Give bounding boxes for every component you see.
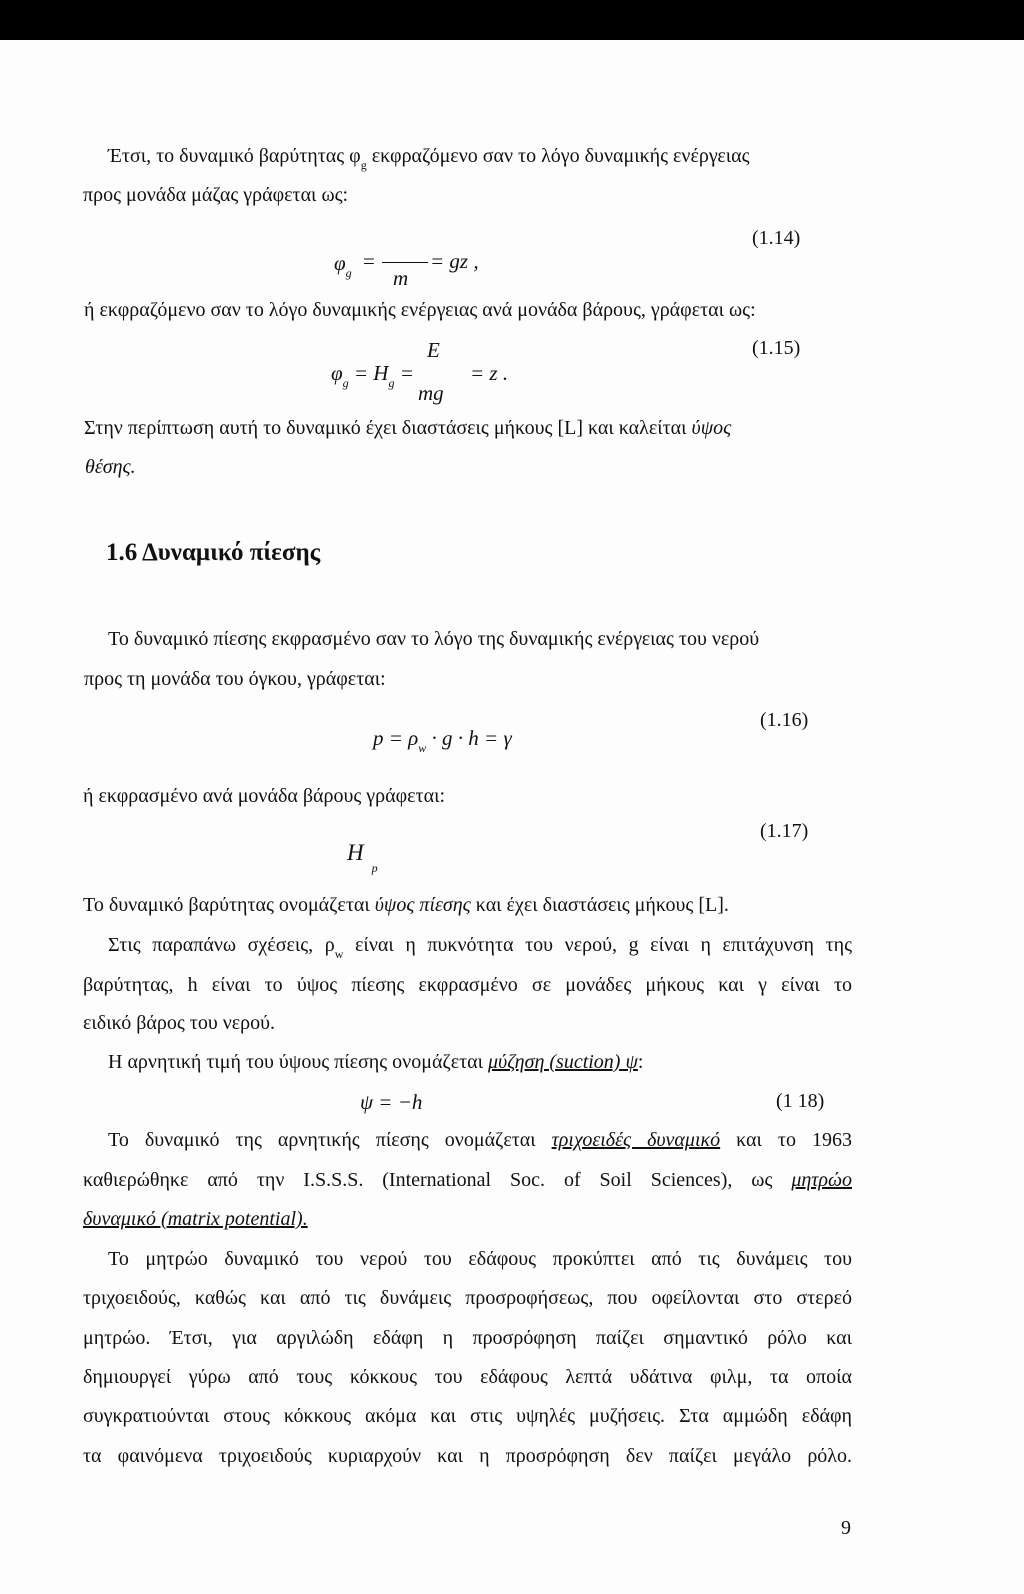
paragraph-line: δυναμικό (matrix potential). <box>83 1208 308 1230</box>
paragraph-line: Το δυναμικό βαρύτητας ονομάζεται ύψος πίεσης και έχει διαστάσεις μήκους [L]. <box>83 894 729 916</box>
paragraph-line: τα φαινόμενα τριχοειδούς κυριαρχούν και η προσρόφηση δεν παίζει μεγάλο ρόλο. <box>83 1445 852 1467</box>
page-number: 9 <box>841 1517 851 1539</box>
paragraph-line: μητρώο. Έτσι, για αργιλώδη εδάφη η προσρόφηση παίζει σημαντικό ρόλο και <box>83 1327 852 1349</box>
paragraph-line: δημιουργεί γύρω από τους κόκκους του εδάφους λεπτά υδάτινα φιλμ, τα οποία <box>83 1366 852 1388</box>
paragraph-line: συγκρατιούνται στους κόκκους ακόμα και στις υψηλές μυζήσεις. Στα αμμώδη εδάφη <box>83 1405 852 1427</box>
paragraph-line: προς τη μονάδα του όγκου, γράφεται: <box>84 668 386 690</box>
paragraph-line: θέσης. <box>85 456 136 478</box>
document-page: Έτσι, το δυναμικό βαρύτητας $\varphi_g$ εκφραζόμενο σαν το λόγο δυναμικής ενέργειας προς μονάδα μάζας γράφεται ως: $\varphi_g$ = m = gz , (1.14) ή εκφραζόμενο σαν το λόγο δυναμικής ενέργειας ανά μονάδα βάρους, γράφεται ως: E $\varphi_g = H_g$ = = z . mg (1.15) Στην περίπτωση αυτή το δυναμικό έχει διαστάσεις μήκους [L] και καλείται ύψος θέσης. 1.6 Δυναμικό πίεσης Το δυναμικό πίεσης εκφρασμένο σαν το λόγο της δυναμικής ενέργειας του νερού προς τη μονάδα του όγκου, γράφεται: $p = \rho_w \cdot g \cdot h = \gamma$ (1.16) ή εκφρασμένο ανά μονάδα βάρους γράφεται: $H_p$ (1.17) Το δυναμικό βαρύτητας ονομάζεται ύψος πίεσης και έχει διαστάσεις μήκους [L]. Στις παραπάνω σχέσεις, $\rho_w$ είναι η πυκνότητα του νερού, g είναι η επιτάχυνση της βαρύτητας, h είναι το ύψος πίεσης εκφρασμένο σε μονάδες μήκους και γ είναι το ειδικό βάρος του νερού. Η αρνητική τιμή του ύψους πίεσης ονομάζεται μύζηση (suction) ψ: ψ = −h (1 18) Το δυναμικό της αρνητικής πίεσης ονομάζεται τριχοειδές δυναμικό και το 1963 καθιερώθηκε από την I.S.S.S. (International Soc. of Soil Sciences), ως μητρώο δυναμικό (matrix potential). Το μητρώο δυναμικό του νερού του εδάφους προκύπτει από τις δυνάμεις του τριχοειδούς, καθώς και από τις δυνάμεις προσροφήσεως, που οφείλονται στο στερεό μητρώο. Έτσι, για αργιλώδη εδάφη η προσρόφηση παίζει σημαντικό ρόλο και δημιουργεί γύρω από τους κόκκους του εδάφους λεπτά υδάτινα φιλμ, τα οποία συγκρατιούνται στους κόκκους ακόμα και στις υψηλές μυζήσεις. Στα αμμώδη εδάφη τα φαινόμενα τριχοειδούς κυριαρχούν και η προσρόφηση δεν παίζει μεγάλο ρόλο. 9 <box>0 40 1024 1594</box>
paragraph-line: Έτσι, το δυναμικό βαρύτητας $\varphi_g$ εκφραζόμενο σαν το λόγο δυναμικής ενέργειας <box>108 145 750 172</box>
paragraph-line: ειδικό βάρος του νερού. <box>83 1012 276 1034</box>
paragraph-line: Στις παραπάνω σχέσεις, $\rho_w$ είναι η πυκνότητα του νερού, g είναι η επιτάχυνση της <box>108 934 852 961</box>
paragraph-line: προς μονάδα μάζας γράφεται ως: <box>83 184 349 206</box>
section-heading: 1.6 Δυναμικό πίεσης <box>106 539 321 566</box>
paragraph-line: Το δυναμικό της αρνητικής πίεσης ονομάζεται τριχοειδές δυναμικό και το 1963 <box>108 1129 852 1151</box>
paragraph-line: Το μητρώο δυναμικό του νερού του εδάφους προκύπτει από τις δυνάμεις του <box>108 1248 852 1270</box>
paragraph-line: ή εκφραζόμενο σαν το λόγο δυναμικής ενέργειας ανά μονάδα βάρους, γράφεται ως: <box>84 299 756 321</box>
paragraph-line: Στην περίπτωση αυτή το δυναμικό έχει διαστάσεις μήκους [L] και καλείται ύψος <box>84 417 732 439</box>
equation-number: (1.15) <box>752 337 801 359</box>
phi-symbol: φ <box>334 251 346 275</box>
paragraph-line: ή εκφρασμένο ανά μονάδα βάρους γράφεται: <box>83 785 446 807</box>
scan-border <box>0 0 1024 40</box>
paragraph-line: καθιερώθηκε από την I.S.S.S. (International Soc. of Soil Sciences), ως μητρώο <box>83 1169 852 1191</box>
equation-number: (1.17) <box>760 820 809 842</box>
equation-number: (1.16) <box>760 709 809 731</box>
fraction-bar <box>382 262 428 263</box>
equation-number: (1 18) <box>776 1090 825 1112</box>
paragraph-line: βαρύτητας, h είναι το ύψος πίεσης εκφρασμένο σε μονάδες μήκους και γ είναι το <box>83 974 852 996</box>
paragraph-line: Το δυναμικό πίεσης εκφρασμένο σαν το λόγο της δυναμικής ενέργειας του νερού <box>108 628 760 650</box>
paragraph-line: Η αρνητική τιμή του ύψους πίεσης ονομάζεται μύζηση (suction) ψ: <box>108 1051 644 1073</box>
equation-number: (1.14) <box>752 227 801 249</box>
paragraph-line: τριχοειδούς, καθώς και από τις δυνάμεις προσροφήσεως, που οφείλονται στο στερεό <box>83 1287 852 1309</box>
